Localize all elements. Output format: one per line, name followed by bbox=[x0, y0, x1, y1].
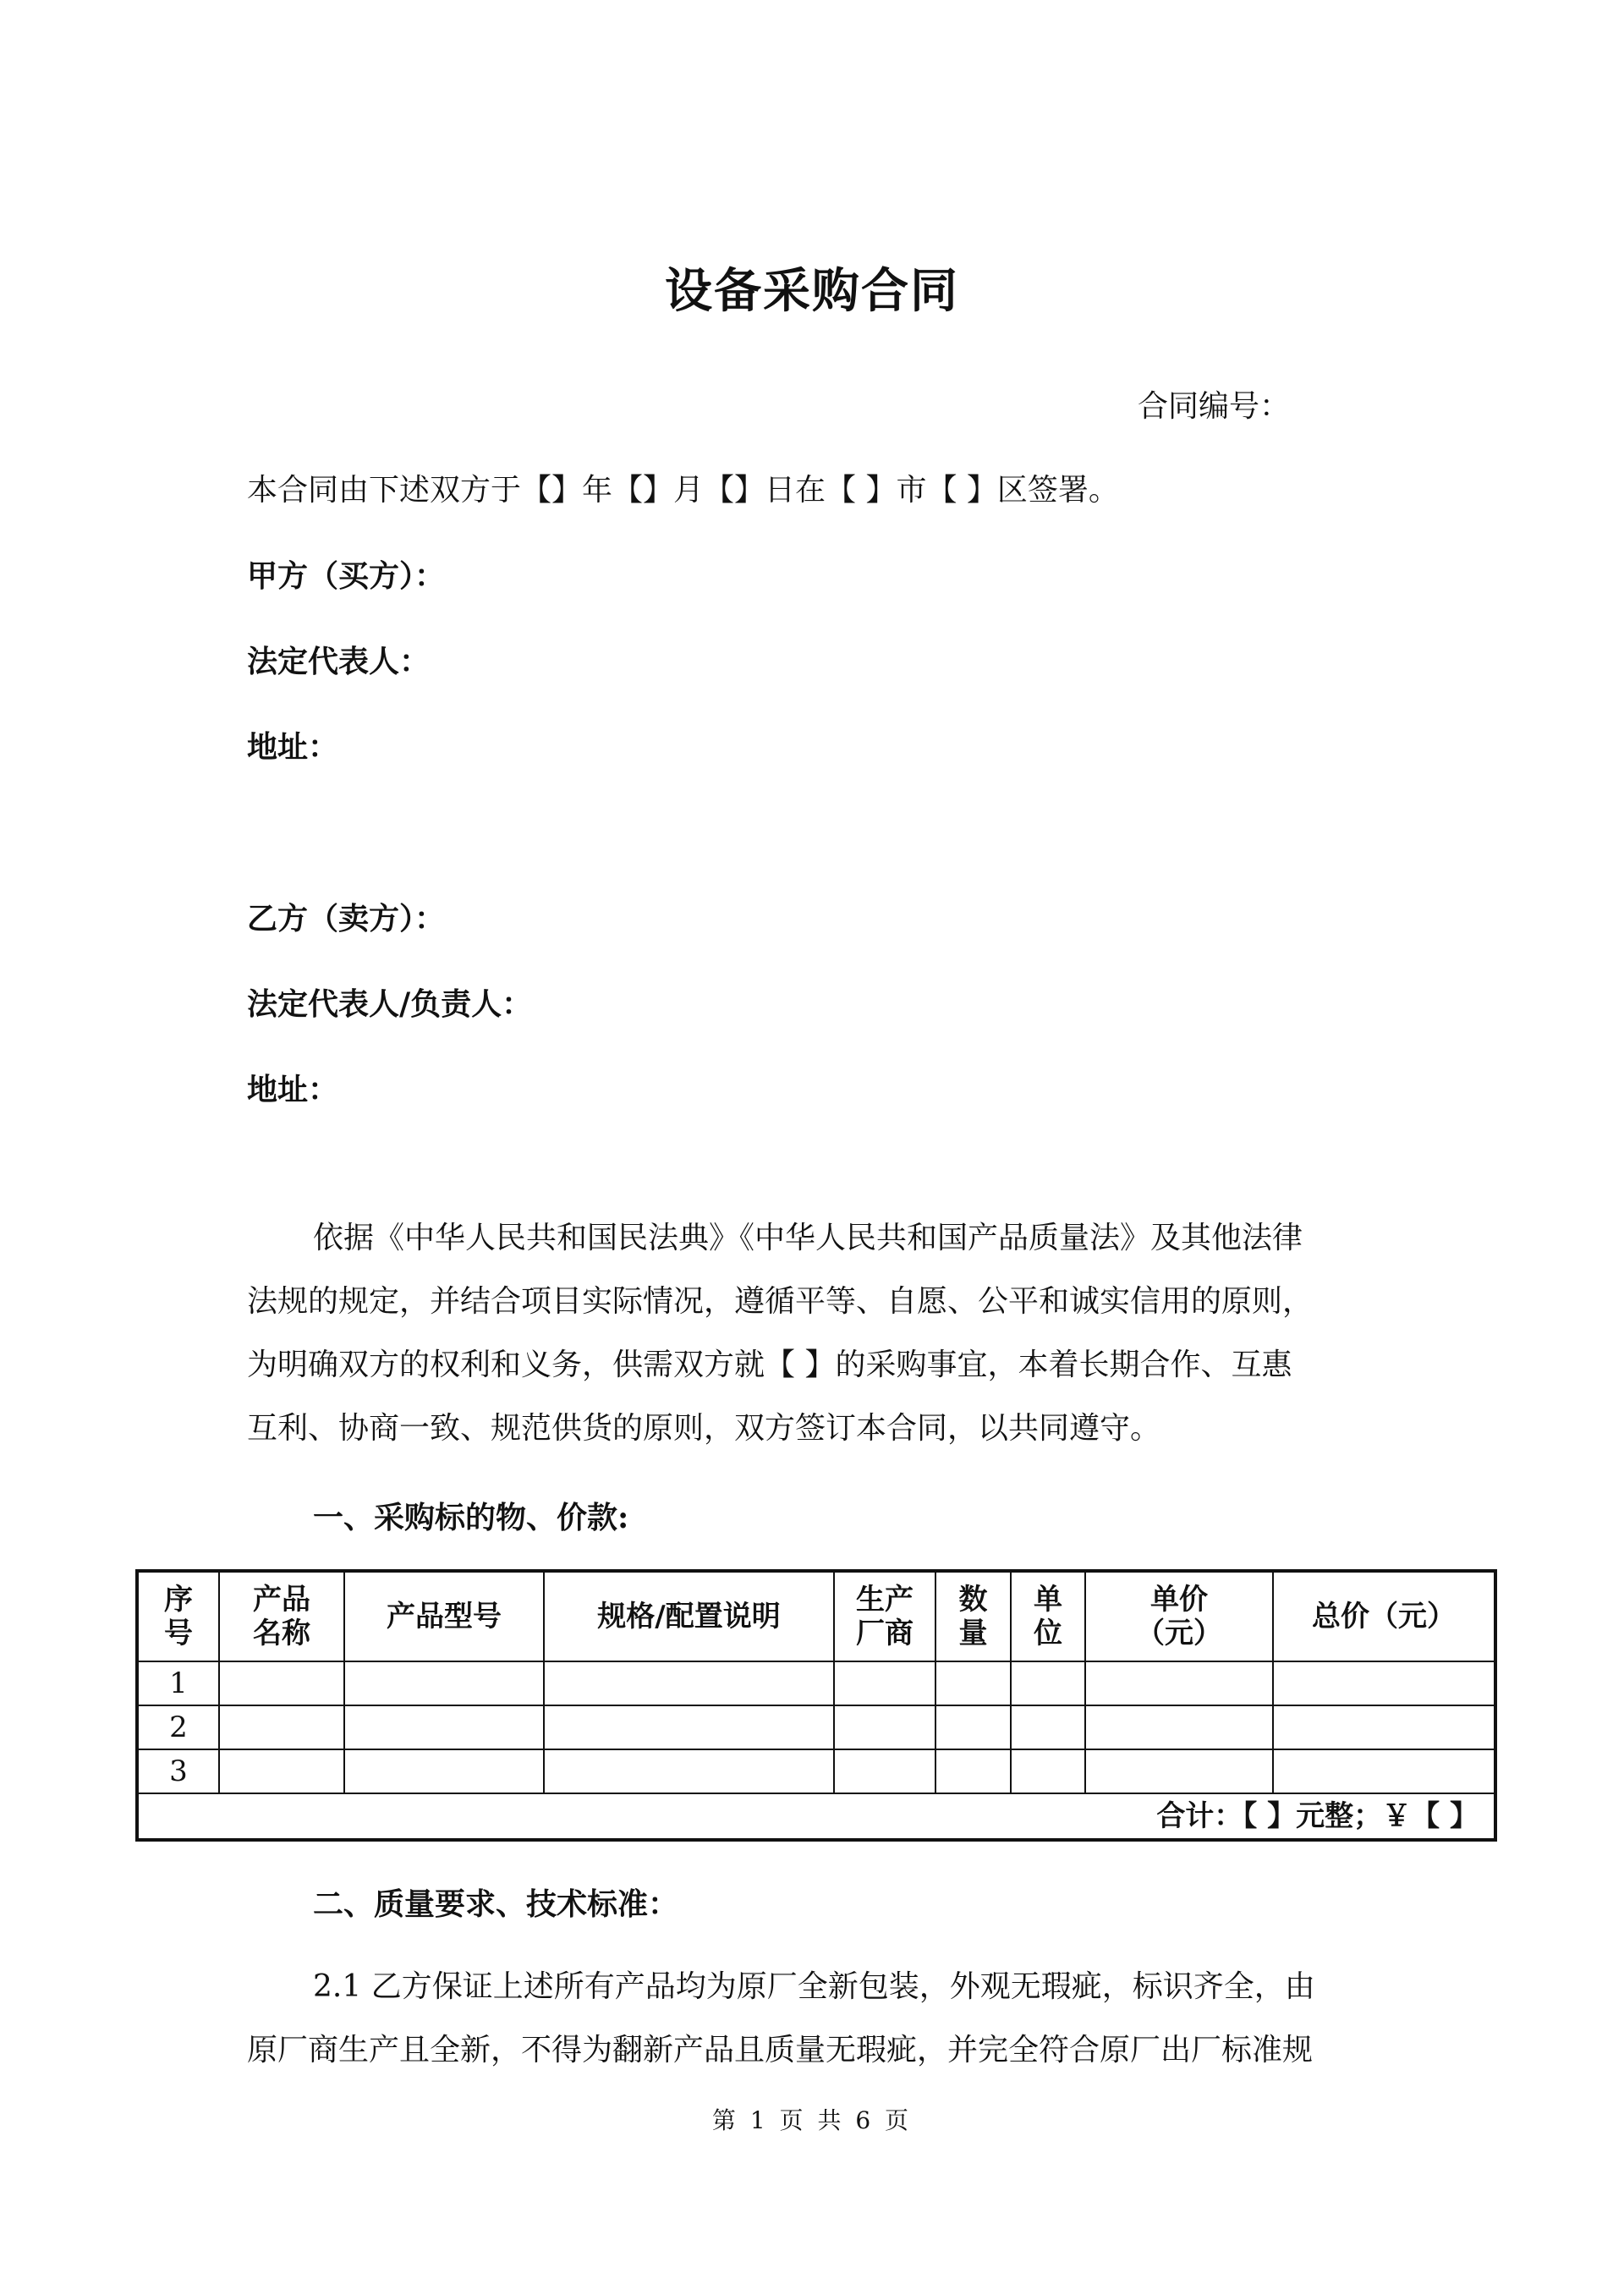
cell[interactable] bbox=[544, 1749, 834, 1793]
header-quantity: 数 量 bbox=[935, 1571, 1011, 1661]
cell[interactable] bbox=[219, 1705, 344, 1749]
cell[interactable] bbox=[344, 1749, 544, 1793]
items-table-wrapper bbox=[135, 1569, 1495, 1845]
cell[interactable] bbox=[935, 1705, 1011, 1749]
preamble-line: 法规的规定，并结合项目实际情况，遵循平等、自愿、公平和诚实信用的原则， bbox=[247, 1284, 1314, 1319]
items-table bbox=[135, 1569, 1497, 1842]
cell[interactable] bbox=[219, 1749, 344, 1793]
header-spec: 规格/配置说明 bbox=[544, 1571, 834, 1661]
preamble-line: 依据《中华人民共和国民法典》《中华人民共和国产品质量法》及其他法律 bbox=[313, 1221, 1303, 1255]
total-amount: 合计：【 】元整；￥【 】 bbox=[137, 1793, 1495, 1840]
cell[interactable] bbox=[219, 1661, 344, 1705]
header-unit: 单 位 bbox=[1011, 1571, 1085, 1661]
cell[interactable] bbox=[1273, 1661, 1495, 1705]
party-b-label: 乙方（卖方）： bbox=[247, 901, 446, 936]
row-seq: 2 bbox=[137, 1705, 219, 1749]
contract-number-label: 合同编号： bbox=[1138, 389, 1291, 424]
cell[interactable] bbox=[544, 1661, 834, 1705]
cell[interactable] bbox=[1273, 1705, 1495, 1749]
page-title: 设备采购合同 bbox=[665, 263, 959, 319]
table-row bbox=[137, 1661, 1495, 1705]
header-model: 产品型号 bbox=[344, 1571, 544, 1661]
cell[interactable] bbox=[834, 1705, 935, 1749]
cell[interactable] bbox=[344, 1705, 544, 1749]
signing-line: 本合同由下述双方于【】年【】月【】日在【 】市【 】区签署。 bbox=[247, 473, 1119, 508]
party-b-address-label: 地址： bbox=[247, 1072, 339, 1107]
header-seq: 序 号 bbox=[137, 1571, 219, 1661]
cell[interactable] bbox=[544, 1705, 834, 1749]
party-b-rep-label: 法定代表人/负责人： bbox=[247, 986, 533, 1022]
cell[interactable] bbox=[834, 1749, 935, 1793]
cell[interactable] bbox=[1011, 1749, 1085, 1793]
cell[interactable] bbox=[834, 1661, 935, 1705]
row-seq: 1 bbox=[137, 1661, 219, 1705]
clause-2-1-line: 原厂商生产且全新，不得为翻新产品且质量无瑕疵，并完全符合原厂出厂标准规 bbox=[247, 2033, 1314, 2067]
cell[interactable] bbox=[1011, 1661, 1085, 1705]
header-product-name: 产品 名称 bbox=[219, 1571, 344, 1661]
cell[interactable] bbox=[344, 1661, 544, 1705]
section-1-heading: 一、采购标的物、价款: bbox=[313, 1500, 629, 1535]
party-a-rep-label: 法定代表人： bbox=[247, 644, 431, 679]
row-seq: 3 bbox=[137, 1749, 219, 1793]
header-manufacturer: 生产 厂商 bbox=[834, 1571, 935, 1661]
table-header-row bbox=[137, 1571, 1495, 1661]
preamble-line: 互利、协商一致、规范供货的原则，双方签订本合同，以共同遵守。 bbox=[247, 1411, 1161, 1446]
table-row bbox=[137, 1749, 1495, 1793]
page-number: 第 1 页 共 6 页 bbox=[711, 2106, 913, 2134]
party-a-label: 甲方（买方）： bbox=[247, 558, 446, 594]
cell[interactable] bbox=[935, 1749, 1011, 1793]
cell[interactable] bbox=[1085, 1749, 1273, 1793]
cell[interactable] bbox=[1273, 1749, 1495, 1793]
header-total-price: 总价（元） bbox=[1273, 1571, 1495, 1661]
cell[interactable] bbox=[935, 1661, 1011, 1705]
table-total-row bbox=[137, 1793, 1495, 1840]
preamble-line: 为明确双方的权利和义务，供需双方就【 】的采购事宜，本着长期合作、互惠 bbox=[247, 1348, 1292, 1382]
clause-2-1-line: 2.1 乙方保证上述所有产品均为原厂全新包装，外观无瑕疵，标识齐全，由 bbox=[313, 1969, 1315, 2004]
cell[interactable] bbox=[1085, 1661, 1273, 1705]
header-unit-price: 单价 （元） bbox=[1085, 1571, 1273, 1661]
party-a-address-label: 地址： bbox=[247, 729, 339, 765]
cell[interactable] bbox=[1085, 1705, 1273, 1749]
cell[interactable] bbox=[1011, 1705, 1085, 1749]
table-row bbox=[137, 1705, 1495, 1749]
section-2-heading: 二、质量要求、技术标准： bbox=[313, 1886, 679, 1922]
